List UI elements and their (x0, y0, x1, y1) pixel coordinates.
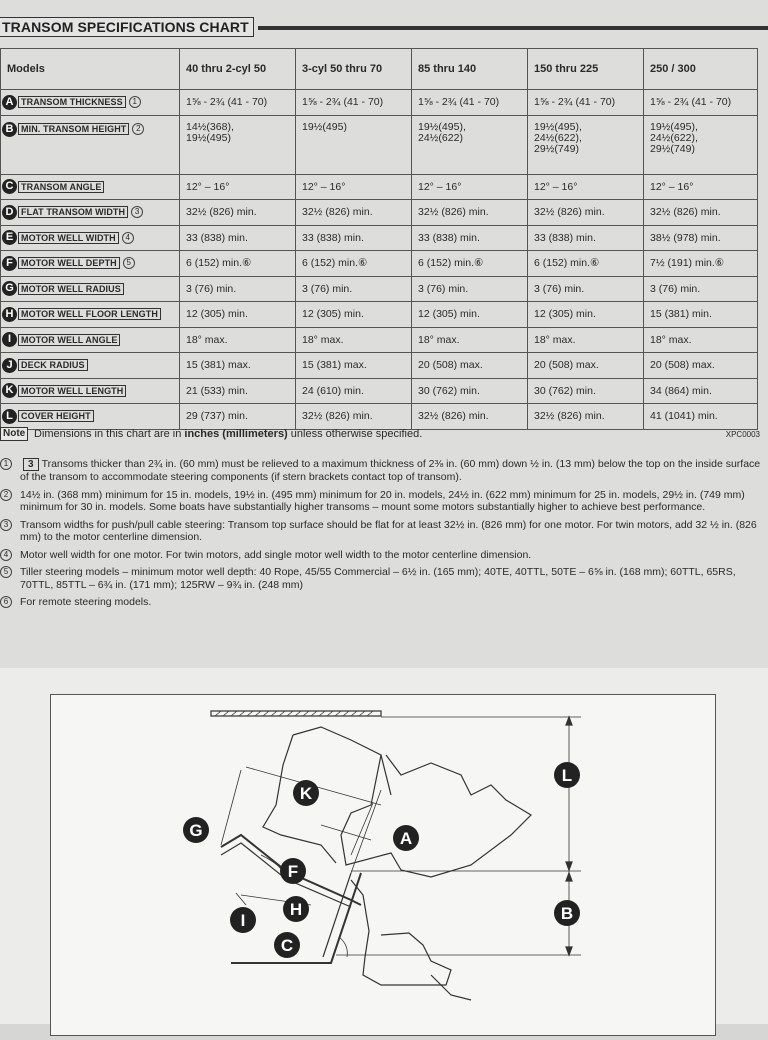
row-label (1, 276, 180, 302)
table-cell (296, 115, 412, 174)
letter-badge: G (2, 281, 17, 296)
cell-line: 19½(495) (186, 131, 231, 144)
letter-badge: K (2, 383, 17, 398)
table-cell: 41 (1041) min. (644, 404, 758, 430)
table-body (1, 90, 758, 430)
callout-k (293, 780, 319, 806)
callout-i (230, 907, 256, 933)
table-cell: 3 (76) min. (528, 276, 644, 302)
table-cell: 3 (76) min. (644, 276, 758, 302)
table-cell: 32½ (826) min. (296, 200, 412, 226)
table-cell (412, 115, 528, 174)
callout-a (393, 825, 419, 851)
letter-badge: J (2, 358, 17, 373)
footnote-text: For remote steering models. (20, 596, 152, 608)
table-cell: 15 (381) min. (644, 302, 758, 328)
col-header: 250 / 300 (644, 49, 758, 90)
letter-badge: I (2, 332, 17, 347)
footnote-ref: 5 (123, 257, 135, 269)
table-cell: 3 (76) min. (296, 276, 412, 302)
row-label-text: DECK RADIUS (18, 359, 88, 371)
table-cell: 12° – 16° (296, 174, 412, 200)
table-cell: 32½ (826) min. (412, 404, 528, 430)
letter-badge: A (2, 95, 17, 110)
footnote-text: Transom widths for push/pull cable steering: Transom top surface should be flat for at least 32½ in. (826 mm) for one motor. For twin motors, add 32 ½ in. (826 mm) to the motor centerline dimension. (20, 518, 757, 543)
table-cell: 12° – 16° (644, 174, 758, 200)
row-label-text: FLAT TRANSOM WIDTH (18, 206, 128, 218)
spec-table (0, 48, 758, 430)
row-label-text: MOTOR WELL FLOOR LENGTH (18, 308, 161, 320)
figure-code: XPC0003 (725, 430, 760, 439)
table-row (1, 353, 758, 379)
transom-diagram (50, 694, 716, 1036)
title-rule (258, 26, 768, 30)
row-label-text: MOTOR WELL ANGLE (18, 334, 120, 346)
table-cell: 30 (762) min. (412, 378, 528, 404)
table-row (1, 200, 758, 226)
diagram-callouts (183, 762, 580, 958)
table-cell: 3 (76) min. (180, 276, 296, 302)
letter-badge: B (2, 122, 17, 137)
row-label-text: MOTOR WELL WIDTH (18, 232, 119, 244)
table-cell: 38½ (978) min. (644, 225, 758, 251)
row-label-text: MOTOR WELL LENGTH (18, 385, 126, 397)
table-cell: 21 (533) min. (180, 378, 296, 404)
letter-badge: F (2, 256, 17, 271)
table-cell: 12 (305) min. (412, 302, 528, 328)
table-row (1, 276, 758, 302)
cell-line: 14½(368), (186, 120, 234, 133)
table-row (1, 251, 758, 277)
svg-text:F: F (287, 862, 299, 881)
cell-line: 19½(495) (302, 120, 347, 133)
svg-text:G: G (189, 821, 203, 840)
callout-b (554, 900, 580, 926)
table-cell: 32½ (826) min. (296, 404, 412, 430)
footnote-text: Tiller steering models – minimum motor well depth: 40 Rope, 45/55 Commercial – 6½ in. (165 mm); 40TE, 40TTL, 50TE – 6⅝ in. (168 mm); 60TTL, 65RS, 70TTL, 85TTL – 6¾ in. (171 mm); 125RW – 9¾ in. (248 mm) (20, 566, 736, 591)
table-header-row (1, 49, 758, 90)
table-cell: 24 (610) min. (296, 378, 412, 404)
table-row (1, 302, 758, 328)
letter-badge: L (2, 409, 17, 424)
row-label (1, 200, 180, 226)
table-cell: 32½ (826) min. (528, 200, 644, 226)
cell-line: 19½(495), (650, 120, 698, 133)
table-cell: 12 (305) min. (180, 302, 296, 328)
row-label (1, 225, 180, 251)
row-label (1, 378, 180, 404)
row-label-text: TRANSOM ANGLE (18, 181, 104, 193)
table-cell: 30 (762) min. (528, 378, 644, 404)
table-cell: 15 (381) max. (180, 353, 296, 379)
table-cell: 12 (305) min. (296, 302, 412, 328)
table-cell: 34 (864) min. (644, 378, 758, 404)
footnote-number: 5 (0, 566, 12, 578)
footnote-ref: 4 (122, 232, 134, 244)
cell-line: 24½(622) (418, 131, 463, 144)
boxed-ref: 3 (23, 458, 39, 471)
note-text: Dimensions in this chart are in inches (millimeters) unless otherwise specified. (34, 428, 423, 440)
footnote-ref: 3 (131, 206, 143, 218)
table-cell: 33 (838) min. (528, 225, 644, 251)
svg-text:L: L (561, 766, 573, 785)
table-cell: 1⅝ - 2¾ (41 - 70) (528, 90, 644, 116)
cell-line: 19½(495), (534, 120, 582, 133)
table-row (1, 115, 758, 174)
table-cell: 6 (152) min.⑥ (412, 251, 528, 277)
row-label (1, 115, 180, 174)
row-label (1, 174, 180, 200)
footnote-text: Transoms thicker than 2¾ in. (60 mm) must be relieved to a maximum thickness of 2⅜ in. (60 mm) down ½ in. (13 mm) below the top on the inside surface of the transom to accommodate steering components (if stern brackets contact top of transom). (20, 458, 761, 483)
table-cell: 1⅝ - 2¾ (41 - 70) (412, 90, 528, 116)
table-cell: 12° – 16° (180, 174, 296, 200)
cell-line: 24½(622), (650, 131, 698, 144)
table-cell (644, 115, 758, 174)
callout-f (280, 858, 306, 884)
letter-badge: E (2, 230, 17, 245)
diagram-svg (51, 695, 715, 1035)
row-label-text: TRANSOM THICKNESS (18, 96, 126, 108)
table-cell (180, 115, 296, 174)
table-cell: 7½ (191) min.⑥ (644, 251, 758, 277)
table-row (1, 327, 758, 353)
footnote-number: 3 (0, 519, 12, 531)
footnote-number: 6 (0, 596, 12, 608)
table-cell: 29 (737) min. (180, 404, 296, 430)
row-label (1, 302, 180, 328)
row-label-text: COVER HEIGHT (18, 410, 94, 422)
row-label-text: MOTOR WELL DEPTH (18, 257, 120, 269)
footnote-number: 4 (0, 549, 12, 561)
callout-c (274, 932, 300, 958)
note-row (0, 425, 760, 443)
table-cell (528, 115, 644, 174)
table-cell: 32½ (826) min. (644, 200, 758, 226)
svg-text:B: B (560, 904, 574, 923)
row-label-text: MIN. TRANSOM HEIGHT (18, 123, 129, 135)
models-header: Models (1, 49, 180, 90)
table-cell: 18° max. (644, 327, 758, 353)
table-cell: 6 (152) min.⑥ (528, 251, 644, 277)
row-label (1, 327, 180, 353)
table-cell: 12° – 16° (528, 174, 644, 200)
table-cell: 12° – 16° (412, 174, 528, 200)
svg-text:A: A (399, 829, 413, 848)
table-cell: 20 (508) max. (412, 353, 528, 379)
footnote-ref: 2 (132, 123, 144, 135)
col-header: 3-cyl 50 thru 70 (296, 49, 412, 90)
svg-text:K: K (299, 784, 313, 803)
callout-l (554, 762, 580, 788)
footnote-number: 2 (0, 489, 12, 501)
table-cell: 6 (152) min.⑥ (180, 251, 296, 277)
table-cell: 6 (152) min.⑥ (296, 251, 412, 277)
table-row (1, 225, 758, 251)
footnote (0, 549, 762, 562)
table-cell: 33 (838) min. (412, 225, 528, 251)
note-tag: Note (0, 427, 28, 441)
table-row (1, 90, 758, 116)
table-cell: 33 (838) min. (296, 225, 412, 251)
callout-h (283, 896, 309, 922)
svg-text:I: I (240, 911, 246, 930)
table-cell: 12 (305) min. (528, 302, 644, 328)
table-cell: 18° max. (528, 327, 644, 353)
cell-line: 29½(749) (650, 142, 695, 155)
table-cell: 15 (381) max. (296, 353, 412, 379)
letter-badge: C (2, 179, 17, 194)
col-header: 40 thru 2-cyl 50 (180, 49, 296, 90)
title-bar (0, 14, 768, 40)
footnote (0, 489, 762, 514)
col-header: 85 thru 140 (412, 49, 528, 90)
table-row (1, 378, 758, 404)
table-cell: 33 (838) min. (180, 225, 296, 251)
footnote (0, 596, 762, 609)
table-cell: 32½ (826) min. (528, 404, 644, 430)
footnote (0, 458, 762, 484)
table-cell: 20 (508) max. (528, 353, 644, 379)
footnote-text: Motor well width for one motor. For twin motors, add single motor well width to the motor centerline dimension. (20, 548, 532, 561)
row-label (1, 90, 180, 116)
row-label (1, 353, 180, 379)
svg-text:C: C (280, 936, 294, 955)
footnotes (0, 458, 762, 614)
letter-badge: D (2, 205, 17, 220)
cell-line: 24½(622), (534, 131, 582, 144)
table-cell: 18° max. (296, 327, 412, 353)
table-cell: 18° max. (180, 327, 296, 353)
table-cell: 3 (76) min. (412, 276, 528, 302)
footnote (0, 519, 762, 544)
footnote-number: 1 (0, 458, 12, 470)
table-cell: 18° max. (412, 327, 528, 353)
footnote (0, 566, 762, 591)
table-cell: 1⅝ - 2¾ (41 - 70) (296, 90, 412, 116)
letter-badge: H (2, 307, 17, 322)
callout-g (183, 817, 209, 843)
row-label (1, 251, 180, 277)
table-cell: 1⅝ - 2¾ (41 - 70) (180, 90, 296, 116)
table-row (1, 174, 758, 200)
cell-line: 19½(495), (418, 120, 466, 133)
svg-text:H: H (289, 900, 303, 919)
table-cell: 32½ (826) min. (412, 200, 528, 226)
row-label-text: MOTOR WELL RADIUS (18, 283, 124, 295)
col-header: 150 thru 225 (528, 49, 644, 90)
footnote-text: 14½ in. (368 mm) minimum for 15 in. models, 19½ in. (495 mm) minimum for 20 in. models, 24½ in. (622 mm) minimum for 25 in. models, 29½ in. (749 mm) minimum for 30 in. models. Some boats have substantially higher transoms – mount some motors substantially higher to achieve best performance. (20, 488, 745, 513)
table-cell: 1⅝ - 2¾ (41 - 70) (644, 90, 758, 116)
table-cell: 32½ (826) min. (180, 200, 296, 226)
cell-line: 29½(749) (534, 142, 579, 155)
footnote-ref: 1 (129, 96, 141, 108)
table-cell: 20 (508) max. (644, 353, 758, 379)
page-title: TRANSOM SPECIFICATIONS CHART (0, 17, 254, 37)
